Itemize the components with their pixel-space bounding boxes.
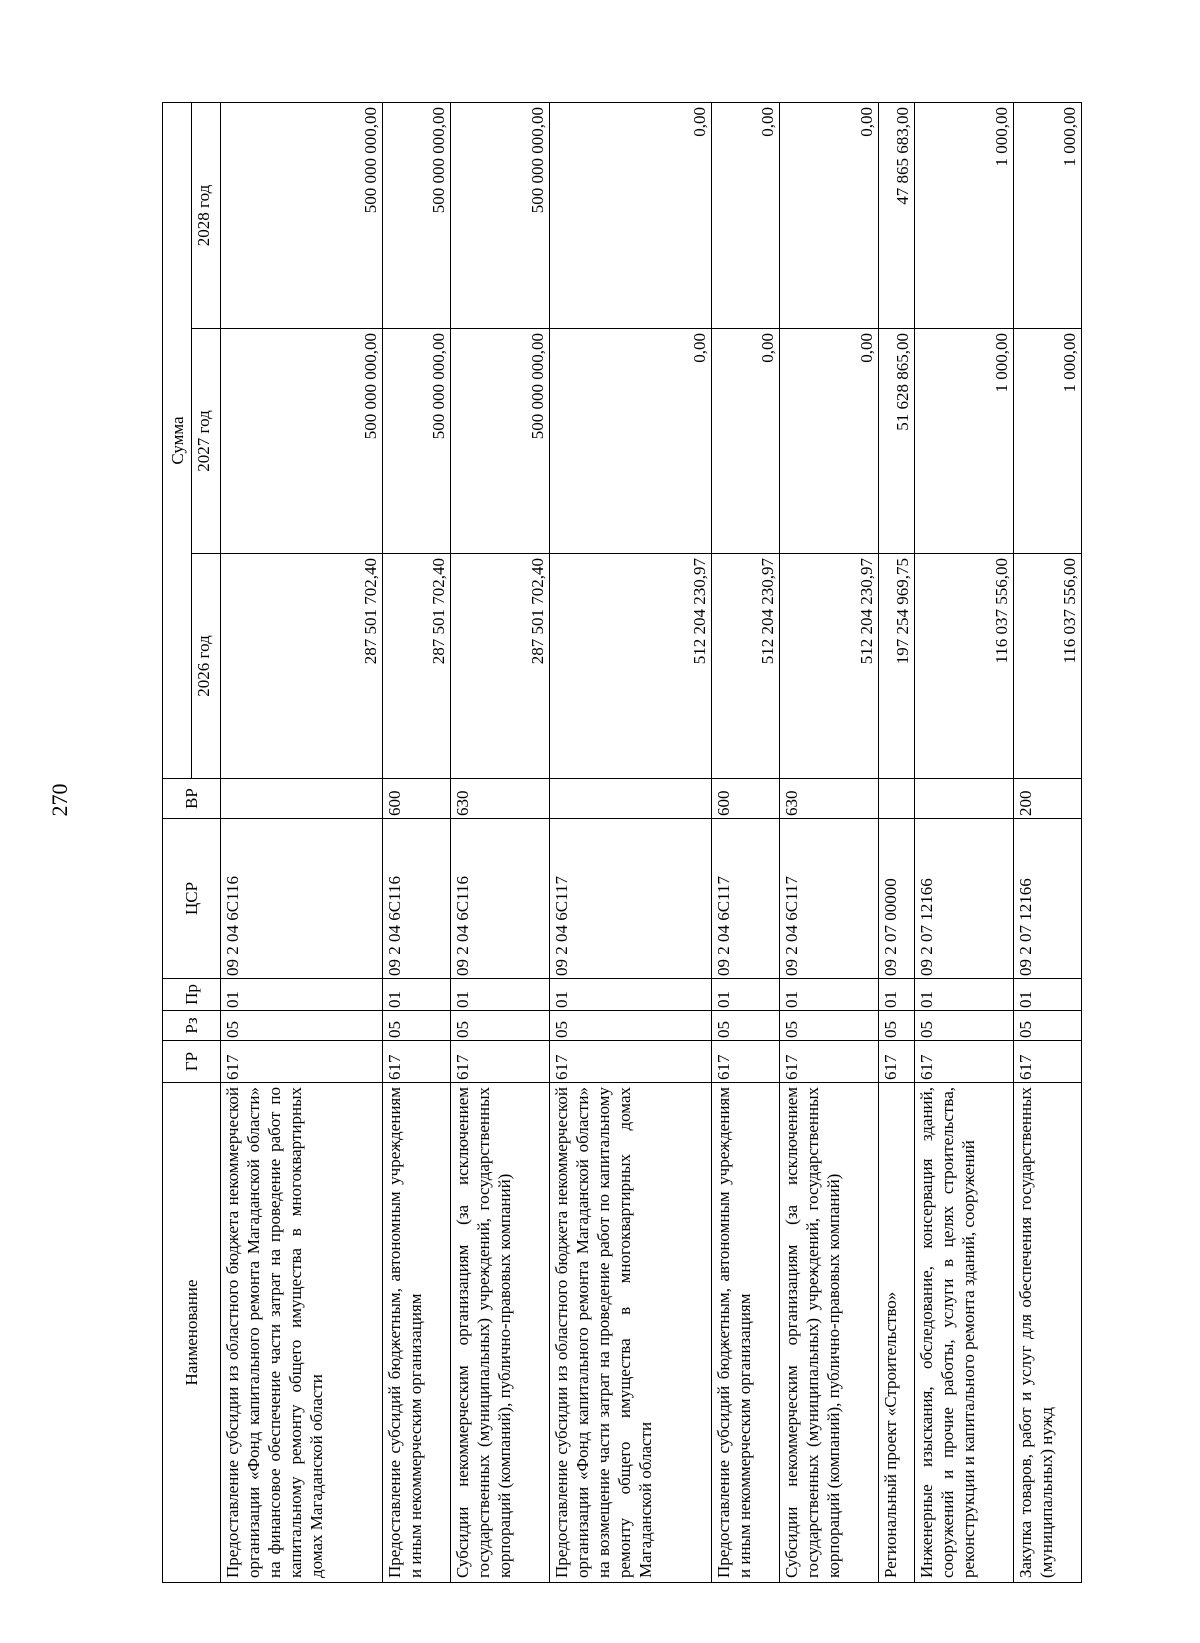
cell-vr: 600 xyxy=(712,779,780,819)
cell-rz: 05 xyxy=(450,1011,549,1041)
cell-sum-2027: 500 000 000,00 xyxy=(383,329,451,554)
cell-rz: 05 xyxy=(879,1011,915,1041)
cell-gr: 617 xyxy=(221,1041,383,1083)
cell-gr: 617 xyxy=(712,1041,780,1083)
table-row xyxy=(712,103,780,1583)
cell-sum-2028: 500 000 000,00 xyxy=(450,103,549,329)
table-row xyxy=(450,103,549,1583)
table-body xyxy=(221,103,1082,1583)
cell-sum-2028: 0,00 xyxy=(779,103,878,329)
cell-sum-2027: 500 000 000,00 xyxy=(450,329,549,554)
table-row xyxy=(779,103,878,1583)
cell-vr xyxy=(915,779,1014,819)
cell-csr: 09 2 07 00000 xyxy=(879,819,915,979)
cell-sum-2028: 1 000,00 xyxy=(915,103,1014,329)
table-row xyxy=(550,103,712,1583)
cell-csr: 09 2 04 6С116 xyxy=(450,819,549,979)
header-year-2026: 2026 год xyxy=(192,554,221,779)
cell-sum-2026: 512 204 230,97 xyxy=(550,554,712,779)
table-row xyxy=(915,103,1014,1583)
cell-sum-2028: 500 000 000,00 xyxy=(383,103,451,329)
header-gr: ГР xyxy=(163,1041,221,1083)
cell-sum-2027: 1 000,00 xyxy=(1014,329,1082,554)
cell-gr: 617 xyxy=(1014,1041,1082,1083)
cell-sum-2028: 0,00 xyxy=(550,103,712,329)
cell-sum-2026: 197 254 969,75 xyxy=(879,554,915,779)
cell-name: Субсидии некоммерческим организациям (за исключением государственных (муниципальных) учреждений, государственных корпораций (компаний), публично-правовых компаний) xyxy=(450,1083,549,1583)
budget-table xyxy=(162,102,1082,1583)
cell-sum-2027: 500 000 000,00 xyxy=(221,329,383,554)
table-row xyxy=(879,103,915,1583)
cell-rz: 05 xyxy=(915,1011,1014,1041)
header-year-2028: 2028 год xyxy=(192,103,221,329)
cell-csr: 09 2 04 6С116 xyxy=(221,819,383,979)
cell-sum-2028: 500 000 000,00 xyxy=(221,103,383,329)
cell-pr: 01 xyxy=(915,979,1014,1011)
cell-pr: 01 xyxy=(1014,979,1082,1011)
table-row xyxy=(1014,103,1082,1583)
cell-sum-2026: 512 204 230,97 xyxy=(712,554,780,779)
cell-sum-2027: 0,00 xyxy=(550,329,712,554)
cell-gr: 617 xyxy=(779,1041,878,1083)
cell-csr: 09 2 07 12166 xyxy=(1014,819,1082,979)
header-sum: Сумма xyxy=(163,103,192,779)
page-number: 270 xyxy=(47,783,72,817)
cell-sum-2026: 287 501 702,40 xyxy=(221,554,383,779)
cell-pr: 01 xyxy=(879,979,915,1011)
cell-csr: 09 2 04 6С117 xyxy=(779,819,878,979)
cell-rz: 05 xyxy=(779,1011,878,1041)
cell-sum-2027: 0,00 xyxy=(712,329,780,554)
cell-csr: 09 2 04 6С116 xyxy=(383,819,451,979)
cell-gr: 617 xyxy=(915,1041,1014,1083)
cell-name: Региональный проект «Строительство» xyxy=(879,1083,915,1583)
cell-sum-2026: 116 037 556,00 xyxy=(1014,554,1082,779)
cell-csr: 09 2 04 6С117 xyxy=(550,819,712,979)
cell-sum-2026: 287 501 702,40 xyxy=(450,554,549,779)
cell-pr: 01 xyxy=(779,979,878,1011)
cell-sum-2027: 1 000,00 xyxy=(915,329,1014,554)
cell-pr: 01 xyxy=(550,979,712,1011)
table-row xyxy=(221,103,383,1583)
cell-rz: 05 xyxy=(221,1011,383,1041)
cell-pr: 01 xyxy=(383,979,451,1011)
cell-gr: 617 xyxy=(550,1041,712,1083)
header-name: Наименование xyxy=(163,1083,221,1583)
cell-sum-2026: 116 037 556,00 xyxy=(915,554,1014,779)
cell-name: Предоставление субсидии из областного бюджета некоммерческой организации «Фонд капитального ремонта Магаданской области» на возмещение части затрат на проведение работ по капитальному ремонту общего имущества в многоквартирных домах Магаданской области xyxy=(550,1083,712,1583)
cell-pr: 01 xyxy=(450,979,549,1011)
header-year-2027: 2027 год xyxy=(192,329,221,554)
cell-gr: 617 xyxy=(383,1041,451,1083)
cell-sum-2026: 287 501 702,40 xyxy=(383,554,451,779)
budget-table-container xyxy=(162,103,1082,1583)
table-row xyxy=(383,103,451,1583)
cell-rz: 05 xyxy=(550,1011,712,1041)
cell-rz: 05 xyxy=(1014,1011,1082,1041)
header-rz: Рз xyxy=(163,1011,221,1041)
cell-sum-2026: 512 204 230,97 xyxy=(779,554,878,779)
cell-sum-2028: 47 865 683,00 xyxy=(879,103,915,329)
cell-rz: 05 xyxy=(383,1011,451,1041)
cell-vr: 600 xyxy=(383,779,451,819)
header-pr: Пр xyxy=(163,979,221,1011)
cell-vr: 630 xyxy=(779,779,878,819)
header-vr: ВР xyxy=(163,779,221,819)
cell-vr: 630 xyxy=(450,779,549,819)
cell-sum-2027: 51 628 865,00 xyxy=(879,329,915,554)
cell-vr: 200 xyxy=(1014,779,1082,819)
cell-name: Субсидии некоммерческим организациям (за исключением государственных (муниципальных) учреждений, государственных корпораций (компаний), публично-правовых компаний) xyxy=(779,1083,878,1583)
cell-sum-2028: 0,00 xyxy=(712,103,780,329)
cell-rz: 05 xyxy=(712,1011,780,1041)
cell-pr: 01 xyxy=(221,979,383,1011)
cell-gr: 617 xyxy=(450,1041,549,1083)
cell-sum-2028: 1 000,00 xyxy=(1014,103,1082,329)
cell-csr: 09 2 04 6С117 xyxy=(712,819,780,979)
table-header xyxy=(163,103,221,1583)
cell-name: Предоставление субсидий бюджетным, автономным учреждениям и иным некоммерческим организациям xyxy=(712,1083,780,1583)
cell-name: Предоставление субсидии из областного бюджета некоммерческой организации «Фонд капитального ремонта Магаданской области» на финансовое обеспечение части затрат на проведение работ по капитальному ремонту общего имущества в многоквартирных домах Магаданской области xyxy=(221,1083,383,1583)
cell-vr xyxy=(550,779,712,819)
cell-vr xyxy=(221,779,383,819)
cell-gr: 617 xyxy=(879,1041,915,1083)
cell-csr: 09 2 07 12166 xyxy=(915,819,1014,979)
header-csr: ЦСР xyxy=(163,819,221,979)
cell-name: Предоставление субсидий бюджетным, автономным учреждениям и иным некоммерческим организациям xyxy=(383,1083,451,1583)
cell-pr: 01 xyxy=(712,979,780,1011)
cell-name: Закупка товаров, работ и услуг для обеспечения государственных (муниципальных) нужд xyxy=(1014,1083,1082,1583)
cell-sum-2027: 0,00 xyxy=(779,329,878,554)
cell-vr xyxy=(879,779,915,819)
cell-name: Инженерные изыскания, обследование, консервация зданий, сооружений и прочие работы, услуги в целях строительства, реконструкции и капитального ремонта зданий, сооружений xyxy=(915,1083,1014,1583)
